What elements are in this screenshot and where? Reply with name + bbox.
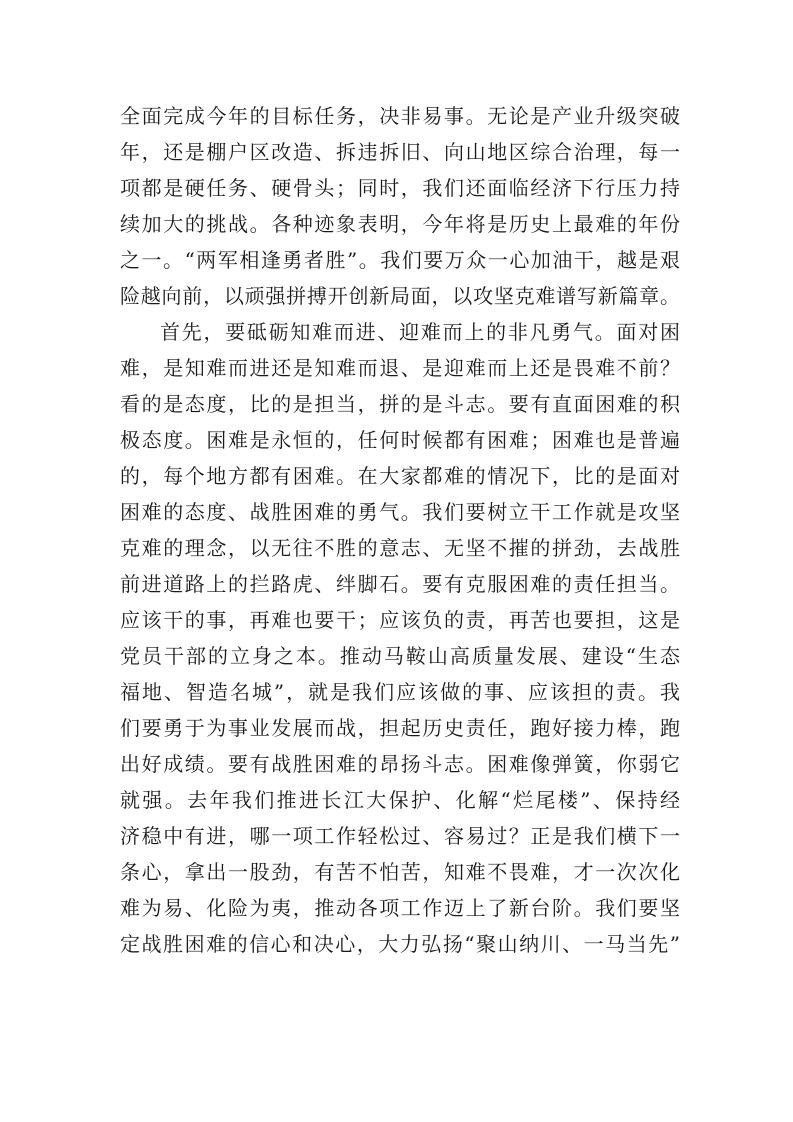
text-line: 首先，要砥砺知难而进、迎难而上的非凡勇气。面对困: [160, 320, 680, 344]
text-line: 项都是硬任务、硬骨头；同时，我们还面临经济下行压力持: [120, 176, 680, 200]
text-line: 年，还是棚户区改造、拆违拆旧、向山地区综合治理，每一: [120, 140, 680, 164]
text-line: 的，每个地方都有困难。在大家都难的情况下，比的是面对: [120, 464, 680, 488]
text-line: 定战胜困难的信心和决心，大力弘扬“聚山纳川、一马当先”: [120, 932, 680, 956]
text-line: 们要勇于为事业发展而战，担起历史责任，跑好接力棒，跑: [120, 716, 680, 740]
text-line: 就强。去年我们推进长江大保护、化解“烂尾楼”、保持经: [120, 788, 680, 812]
text-line: 济稳中有进，哪一项工作轻松过、容易过？正是我们横下一: [120, 824, 680, 848]
text-line: 福地、智造名城”，就是我们应该做的事、应该担的责。我: [120, 680, 680, 704]
text-line: 全面完成今年的目标任务，决非易事。无论是产业升级突破: [120, 104, 680, 128]
text-line: 困难的态度、战胜困难的勇气。我们要树立干工作就是攻坚: [120, 500, 680, 524]
text-line: 应该干的事，再难也要干；应该负的责，再苦也要担，这是: [120, 608, 680, 632]
text-line: 极态度。困难是永恒的，任何时候都有困难；困难也是普遍: [120, 428, 680, 452]
text-line: 续加大的挑战。各种迹象表明，今年将是历史上最难的年份: [120, 212, 680, 236]
text-line: 险越向前，以顽强拼搏开创新局面，以攻坚克难谱写新篇章。: [120, 284, 680, 308]
paragraph: [120, 314, 680, 962]
text-line: 出好成绩。要有战胜困难的昂扬斗志。困难像弹簧，你弱它: [120, 752, 680, 776]
paragraph: [120, 98, 680, 314]
text-line: 前进道路上的拦路虎、绊脚石。要有克服困难的责任担当。: [120, 572, 680, 596]
text-line: 难为易、化险为夷，推动各项工作迈上了新台阶。我们要坚: [120, 896, 680, 920]
text-line: 条心，拿出一股劲，有苦不怕苦，知难不畏难，才一次次化: [120, 860, 680, 884]
text-line: 看的是态度，比的是担当，拼的是斗志。要有直面困难的积: [120, 392, 680, 416]
text-line: 难，是知难而进还是知难而退、是迎难而上还是畏难不前？: [120, 356, 680, 380]
body-text: [120, 98, 680, 962]
text-line: 之一。“两军相逢勇者胜”。我们要万众一心加油干，越是艰: [120, 248, 680, 272]
text-line: 克难的理念，以无往不胜的意志、无坚不摧的拼劲，去战胜: [120, 536, 680, 560]
text-line: 党员干部的立身之本。推动马鞍山高质量发展、建设“生态: [120, 644, 680, 668]
